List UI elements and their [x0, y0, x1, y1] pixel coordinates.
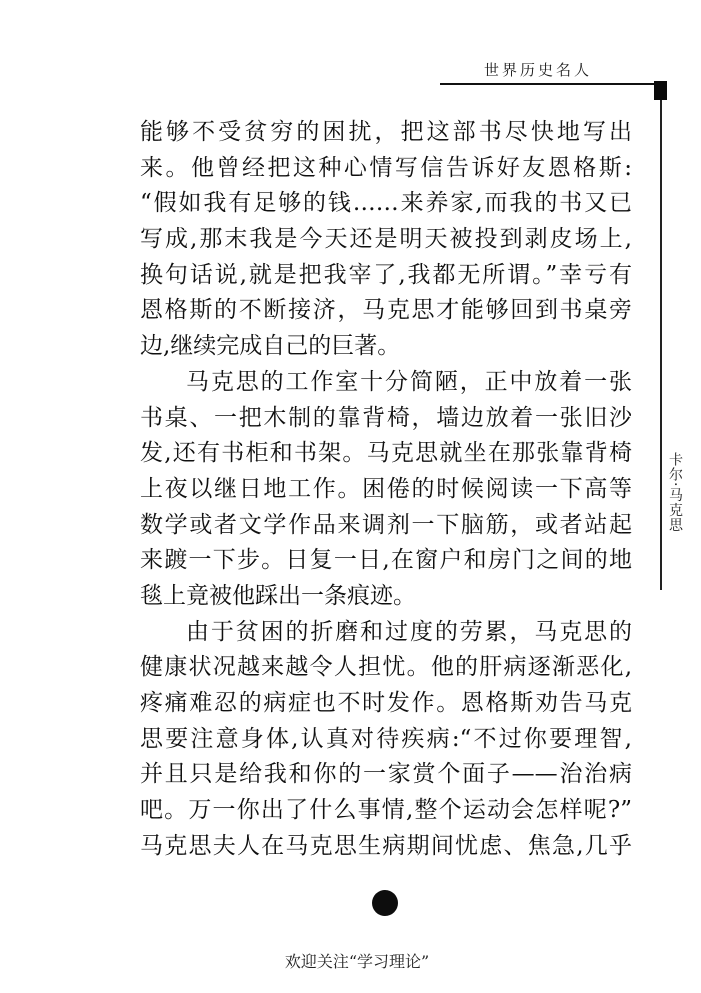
text-line: 能够不受贫穷的困扰，把这部书尽快地写出	[140, 119, 632, 145]
body-text	[140, 115, 632, 864]
text-line: 毯上竟被他踩出一条痕迹。	[140, 582, 416, 609]
text-line: 并且只是给我和你的一家赏个面子——治治病	[140, 761, 632, 788]
text-line: 发,还有书柜和书架。马克思就坐在那张靠背椅	[140, 440, 632, 467]
footer-note: 欢迎关注“学习理论”	[284, 952, 430, 971]
header-corner-block	[654, 81, 667, 100]
text-line: 恩格斯的不断接济，马克思才能够回到书桌旁	[140, 297, 632, 324]
series-title: 世界历史名人	[484, 61, 593, 79]
text-line: 书桌、一把木制的靠背椅，墙边放着一张旧沙	[140, 404, 632, 431]
header-rule	[440, 83, 655, 85]
text-line: 上夜以继日地工作。困倦的时候阅读一下高等	[140, 475, 632, 502]
side-rule	[660, 100, 662, 590]
text-line: 数学或者文学作品来调剂一下脑筋，或者站起	[140, 511, 632, 538]
page-number-badge	[372, 890, 398, 916]
text-line: 马克思的工作室十分简陋，正中放着一张	[186, 368, 632, 395]
text-line: 吧。万一你出了什么事情,整个运动会怎样呢?”	[140, 797, 632, 824]
text-line: 换句话说,就是把我宰了,我都无所谓。”幸亏有	[140, 261, 632, 288]
text-line: 马克思夫人在马克思生病期间忧虑、焦急,几乎	[140, 832, 632, 859]
text-line: “假如我有足够的钱……来养家,而我的书又已	[140, 190, 632, 217]
text-line: 写成,那末我是今天还是明天被投到剥皮场上,	[140, 226, 632, 253]
text-line: 由于贫困的折磨和过度的劳累，马克思的	[186, 618, 632, 645]
text-line: 思要注意身体,认真对待疾病:“不过你要理智,	[140, 725, 632, 752]
text-line: 来踱一下步。日复一日,在窗户和房门之间的地	[140, 547, 632, 574]
text-line: 健康状况越来越令人担忧。他的肝病逐渐恶化,	[140, 654, 632, 681]
text-line: 疼痛难忍的病症也不时发作。恩格斯劝告马克	[140, 690, 632, 716]
text-line: 边,继续完成自己的巨著。	[140, 333, 401, 360]
text-line: 来。他曾经把这种心情写信告诉好友恩格斯:	[140, 154, 632, 181]
chapter-side-label: 卡尔·马克思	[665, 452, 685, 548]
